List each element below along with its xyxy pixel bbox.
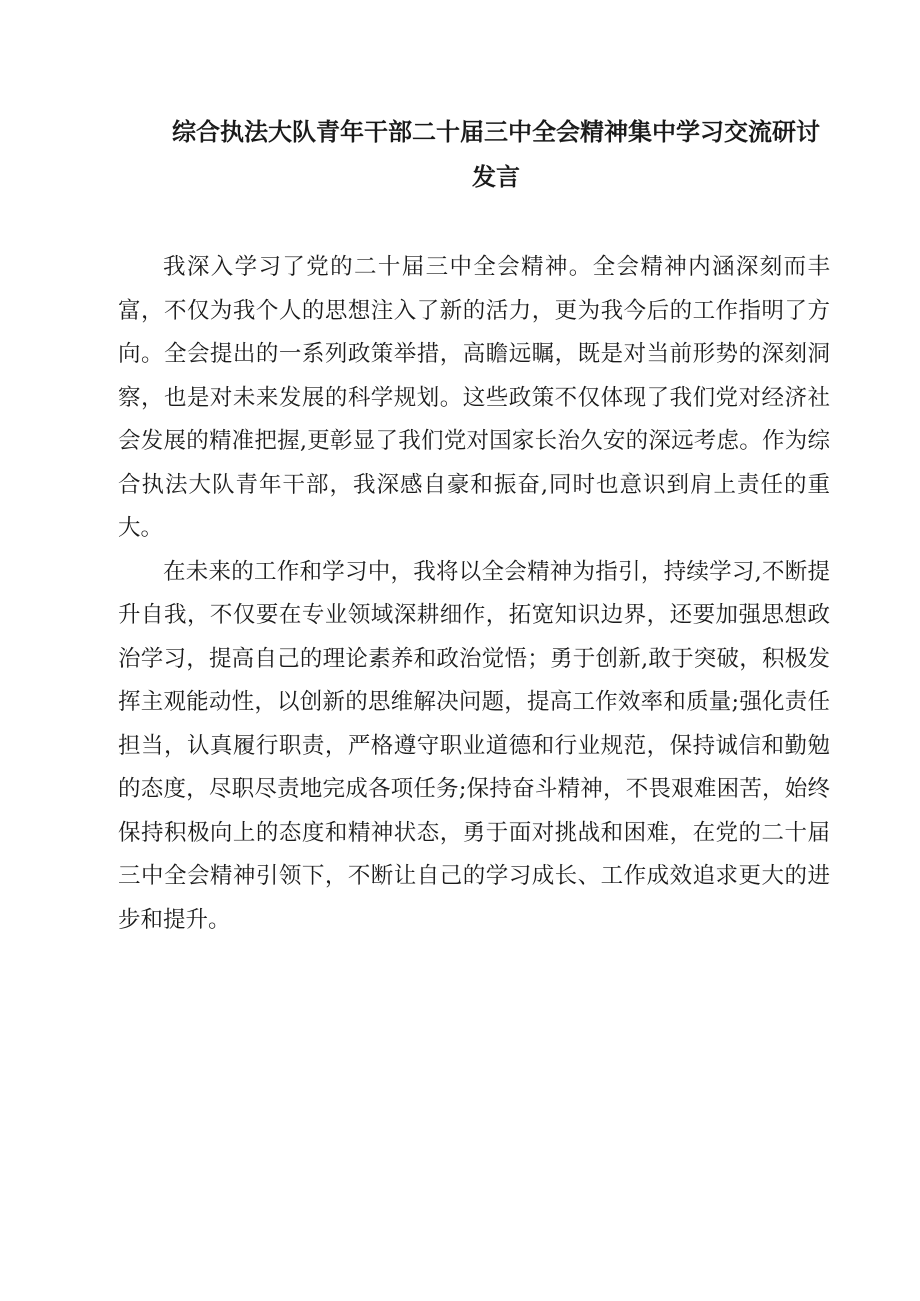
document-body (118, 246, 830, 942)
paragraph-2: 在未来的工作和学习中，我将以全会精神为指引，持续学习,不断提升自我，不仅要在专业领域深耕细作，拓宽知识边界，还要加强思想政治学习，提高自己的理论素养和政治觉悟；勇于创新,敢于突破，积极发挥主观能动性，以创新的思维解决问题，提高工作效率和质量;强化责任担当，认真履行职责，严格遵守职业道德和行业规范，保持诚信和勤勉的态度，尽职尽责地完成各项任务;保持奋斗精神，不畏艰难困苦，始终保持积极向上的态度和精神状态，勇于面对挑战和困难，在党的二十届三中全会精神引领下，不断让自己的学习成长、工作成效追求更大的进步和提升。 (118, 558, 830, 933)
paragraph-1: 我深入学习了党的二十届三中全会精神。全会精神内涵深刻而丰富，不仅为我个人的思想注入了新的活力，更为我今后的工作指明了方向。全会提出的一系列政策举措，高瞻远瞩，既是对当前形势的深刻洞察，也是对未来发展的科学规划。这些政策不仅体现了我们党对经济社会发展的精准把握,更彰显了我们党对国家长治久安的深远考虑。作为综合执法大队青年干部，我深感自豪和振奋,同时也意识到肩上责任的重大。 (118, 254, 830, 541)
document-title: 综合执法大队青年干部二十届三中全会精神集中学习交流研讨发言 (172, 118, 820, 191)
